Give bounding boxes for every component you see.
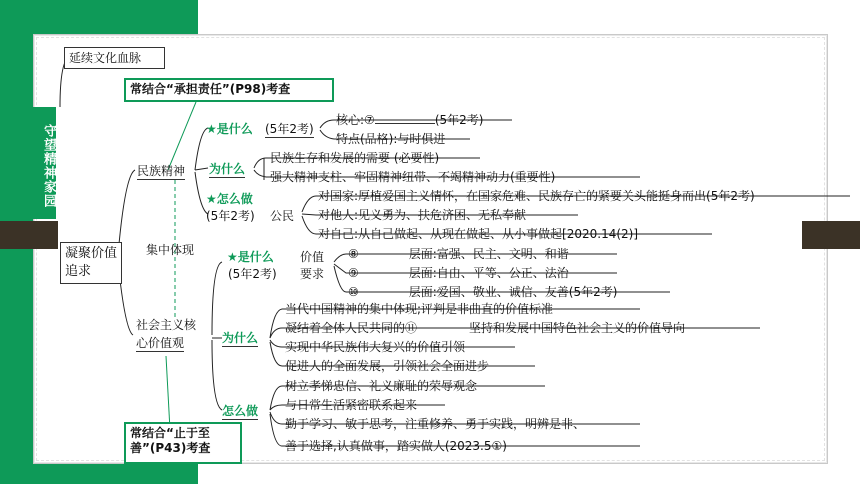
shehui-how-4: 善于选择,认真做事，踏实做人(2023.5①) bbox=[285, 439, 507, 453]
minzu-what-note: (5年2考) bbox=[265, 122, 314, 136]
minzu-core bbox=[336, 113, 483, 128]
minzu-how-2: 对他人:见义勇为、扶危济困、无私奉献 bbox=[318, 208, 527, 222]
req-1-text: 层面:富强、民主、文明、和谐 bbox=[408, 247, 569, 261]
req-3-text: 层面:爱国、敬业、诚信、友善(5年2考) bbox=[408, 285, 618, 299]
minzu-feature: 特点(品格):与时俱进 bbox=[336, 132, 446, 146]
callout-bottom: 常结合“止于至善”(P43)考查 bbox=[124, 422, 242, 464]
minzu-how-3: 对自己:从自己做起、从现在做起、从小事做起[2020.14(2)] bbox=[318, 227, 639, 241]
shehui-what-note: (5年2考) bbox=[228, 267, 277, 281]
shehui-label-2: 心价值观 bbox=[136, 336, 185, 350]
shehui-why-2 bbox=[285, 321, 685, 336]
req-3 bbox=[348, 285, 617, 300]
jizhong-label: 集中体现 bbox=[146, 243, 195, 257]
jiazhi-2: 要求 bbox=[300, 267, 325, 281]
shehui-why-1: 当代中国精神的集中体现;评判是非曲直的价值标准 bbox=[285, 302, 554, 316]
root-label: 凝聚价值追求 bbox=[65, 246, 118, 279]
shehui-label-1: 社会主义核 bbox=[136, 318, 197, 332]
shehui-why-tag: 为什么 bbox=[222, 331, 259, 345]
minzu-how-tag: ★怎么做 bbox=[206, 192, 253, 206]
shehui-how-3: 勤于学习、敏于思考，注重修养、勇于实践，明辨是非、 bbox=[285, 417, 586, 431]
shehui-why-2a: 凝结着全体人民共同的⑪ bbox=[285, 321, 418, 335]
shehui-why-2b: 坚持和发展中国特色社会主义的价值导向 bbox=[469, 321, 686, 335]
root-node bbox=[60, 242, 122, 284]
minzu-why-2: 强大精神支柱、牢固精神纽带、不竭精神动力(重要性) bbox=[270, 170, 556, 184]
req-3-num: ⑩ bbox=[348, 285, 359, 299]
side-tag: 守望精神家园 bbox=[29, 107, 56, 219]
shehui-how-tag: 怎么做 bbox=[222, 404, 259, 418]
minzu-gongmin: 公民 bbox=[270, 209, 295, 223]
minzu-label: 民族精神 bbox=[137, 164, 186, 178]
core-text: 核心:⑦ bbox=[336, 113, 375, 127]
req-2 bbox=[348, 266, 569, 281]
branch-top: 延续文化血脉 bbox=[64, 47, 165, 69]
core-note: (5年2考) bbox=[434, 113, 484, 127]
callout-top: 常结合“承担责任”(P98)考查 bbox=[124, 78, 334, 102]
shehui-how-1: 树立孝悌忠信、礼义廉耻的荣辱观念 bbox=[285, 379, 478, 393]
minzu-what-tag: ★是什么 bbox=[206, 122, 253, 136]
minzu-how-note: (5年2考) bbox=[206, 209, 255, 223]
req-1-num: ⑧ bbox=[348, 247, 359, 261]
req-1 bbox=[348, 247, 569, 262]
shehui-why-4: 促进人的全面发展，引领社会全面进步 bbox=[285, 359, 490, 373]
shehui-why-3: 实现中华民族伟大复兴的价值引领 bbox=[285, 340, 466, 354]
minzu-why-1: 民族生存和发展的需要 (必要性) bbox=[270, 151, 440, 165]
shehui-how-2: 与日常生活紧密联系起来 bbox=[285, 398, 418, 412]
shehui-what-tag: ★是什么 bbox=[227, 250, 274, 264]
jiazhi-1: 价值 bbox=[300, 250, 325, 264]
req-2-text: 层面:自由、平等、公正、法治 bbox=[408, 266, 569, 280]
req-2-num: ⑨ bbox=[348, 266, 359, 280]
minzu-how-1: 对国家:厚植爱国主义情怀，在国家危难、民族存亡的紧要关头能挺身而出(5年2考) bbox=[318, 189, 755, 203]
minzu-why-tag: 为什么 bbox=[209, 162, 246, 176]
